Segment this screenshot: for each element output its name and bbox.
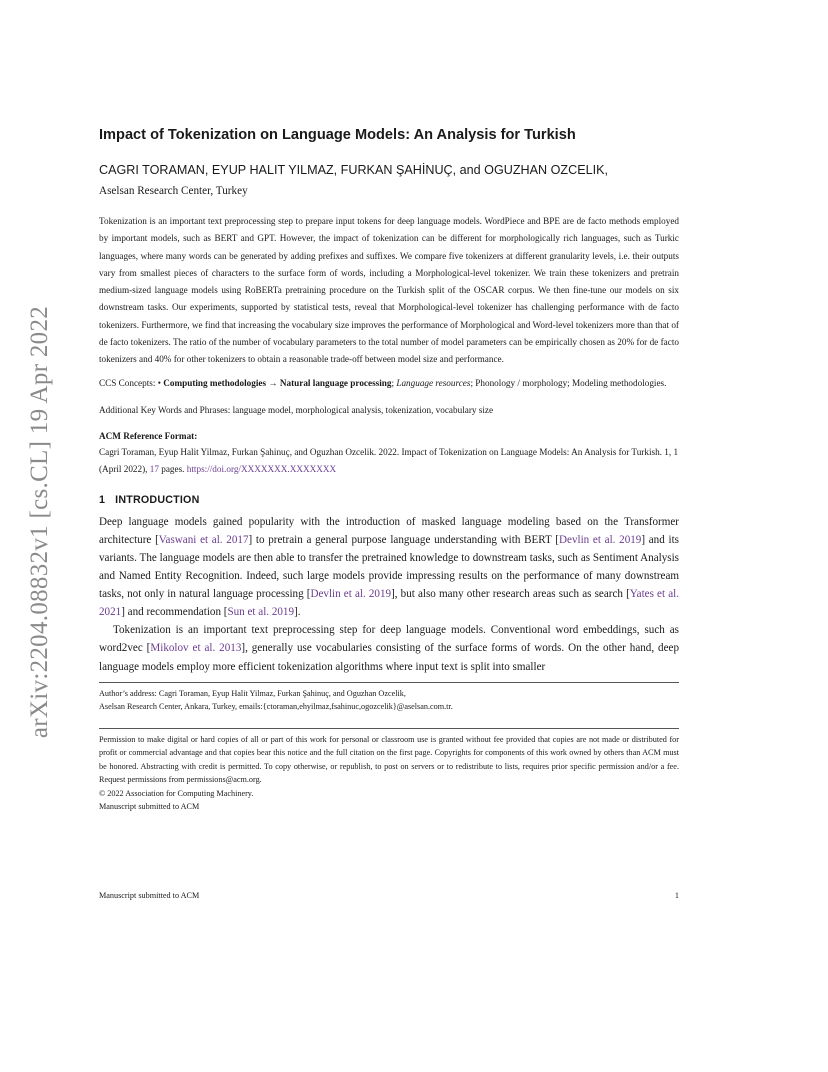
permission-notice: Permission to make digital or hard copies of all or part of this work for personal or classroom use is granted without fee provided that copies are not made or distributed for profit or commercial advantage and that copies bear this notice and the full citation on the first page. Copyrights for components of this work owned by others than ACM must be honored. Abstracting with credit is permitted. To copy otherwise, or republish, to post on servers or to redistribute to lists, requires prior specific permission and/or a fee. Request permissions from permissions@acm.org.: [99, 734, 679, 785]
paragraph-text: ].: [294, 606, 301, 619]
section-title: INTRODUCTION: [115, 493, 200, 506]
paragraph-text: ], generally use vocabularies consisting of the surface forms of words. On the other hand, deep language models employ more efficient tokenization algorithms where input text is split into smaller: [99, 642, 679, 673]
citation-link[interactable]: Yates et al. 2021: [99, 588, 679, 619]
arxiv-identifier-stamp: [22, 287, 58, 757]
ccs-prefix: CCS Concepts: •: [99, 378, 164, 389]
affiliation: Aselsan Research Center, Turkey: [99, 185, 248, 197]
acm-reference-citation: Cagri Toraman, Eyup Halit Yilmaz, Furkan Şahinuç, and Oguzhan Ozcelik. 2022. Impact of Tokenization on Language Models: An Analysis for Turkish. 1, 1 (April 2022),: [99, 446, 679, 474]
ccs-separator: ;: [391, 378, 397, 389]
citation-link[interactable]: Vaswani et al. 2017: [158, 533, 249, 546]
page-footer: [99, 891, 679, 900]
page-number: 1: [674, 891, 679, 900]
keywords: Additional Key Words and Phrases: language model, morphological analysis, tokenization, vocabulary size: [99, 404, 494, 415]
doi-link[interactable]: https://doi.org/XXXXXXX.XXXXXXX: [186, 463, 337, 474]
paragraph-text: Tokenization is an important text preprocessing step for deep language models. Conventional word embeddings, such as word2vec [: [99, 624, 679, 655]
citation-link[interactable]: Sun et al. 2019: [227, 606, 295, 619]
acm-reference-heading: ACM Reference Format:: [99, 430, 198, 441]
footnote-rule: [99, 682, 679, 683]
manuscript-note: Manuscript submitted to ACM: [99, 802, 200, 812]
author-address-line-2: Aselsan Research Center, Ankara, Turkey, emails:{ctoraman,ehyilmaz,fsahinuc,ogozcelik}@aselsan.com.tr.: [99, 702, 453, 712]
citation-link[interactable]: Devlin et al. 2019: [310, 588, 392, 601]
paper-first-page: [99, 124, 679, 814]
abstract: Tokenization is an important text preprocessing step to prepare input tokens for deep language models. WordPiece and BPE are de facto methods employed by important models, such as BERT and GPT. However, the impact of tokenization can be different for morphologically rich languages, such as Turkic languages, where many words can be generated by adding prefixes and suffixes. We compare five tokenizers at different granularity levels, i.e. their outputs vary from smallest pieces of characters to the surface form of words, including a Morphological-level tokenizer. We train these tokenizers and pretrain medium-sized language models using RoBERTa pretraining procedure on the Turkish split of the OSCAR corpus. We then fine-tune our models on six downstream tasks. Our experiments, supported by statistical tests, reveal that Morphological-level tokenizer has challenging performance with de facto tokenizers. Furthermore, we find that increasing the vocabulary size improves the performance of Morphological and Word-level tokenizers more than that of de facto tokenizers. The ratio of the number of vocabulary parameters to the total number of model parameters can be empirically chosen as 20% for de facto tokenizers and 40% for other tokenizers to obtain a reasonable trade-off between model size and performance.: [99, 216, 679, 364]
citation-link[interactable]: Mikolov et al. 2013: [150, 642, 242, 655]
intro-paragraph-1: [99, 513, 679, 622]
section-number: 1: [99, 493, 106, 506]
citation-link[interactable]: Devlin et al. 2019: [559, 533, 642, 546]
paragraph-text: ] and its variants. The language models are then able to transfer the pretrained knowledge to downstream tasks, such as Sentiment Analysis and Named Entity Recognition. Indeed, such large models provide impressing results on the performance of many downstream tasks, not only in natural language processing [: [99, 533, 679, 601]
ccs-primary-concept: Computing methodologies → Natural language processing: [163, 378, 392, 389]
copyright-notice: © 2022 Association for Computing Machinery.: [99, 788, 254, 798]
author-address-line-1: Author’s address: Cagri Toraman, Eyup Halit Yilmaz, Furkan Şahinuç, and Oguzhan Ozcelik,: [99, 688, 406, 698]
ccs-concepts: [99, 375, 679, 393]
paragraph-text: ] to pretrain a general purpose language understanding with BERT [: [248, 533, 560, 546]
paper-title: Impact of Tokenization on Language Models: An Analysis for Turkish: [99, 127, 576, 143]
intro-paragraph-2: [99, 621, 679, 675]
section-heading-introduction: [99, 492, 679, 508]
arxiv-identifier-text: arXiv:2204.08832v1 [cs.CL] 19 Apr 2022: [26, 305, 54, 739]
ccs-secondary-concept: Language resources: [396, 378, 471, 389]
footer-manuscript-label: Manuscript submitted to ACM: [99, 891, 200, 900]
page-count-link[interactable]: 17: [149, 463, 159, 474]
acm-reference-text: [99, 444, 679, 478]
paragraph-text: Deep language models gained popularity with the introduction of masked language modeling based on the Transformer architecture [: [99, 515, 679, 546]
author-list: CAGRI TORAMAN, EYUP HALIT YILMAZ, FURKAN ŞAHİNUÇ, and OGUZHAN OZCELIK,: [99, 163, 608, 177]
acm-reference-pages: pages.: [158, 463, 187, 474]
permission-rule: [99, 728, 679, 729]
paragraph-text: ], but also many other research areas such as search [: [391, 588, 630, 601]
ccs-rest: ; Phonology / morphology; Modeling methodologies.: [470, 378, 667, 389]
paragraph-text: ] and recommendation [: [121, 606, 228, 619]
